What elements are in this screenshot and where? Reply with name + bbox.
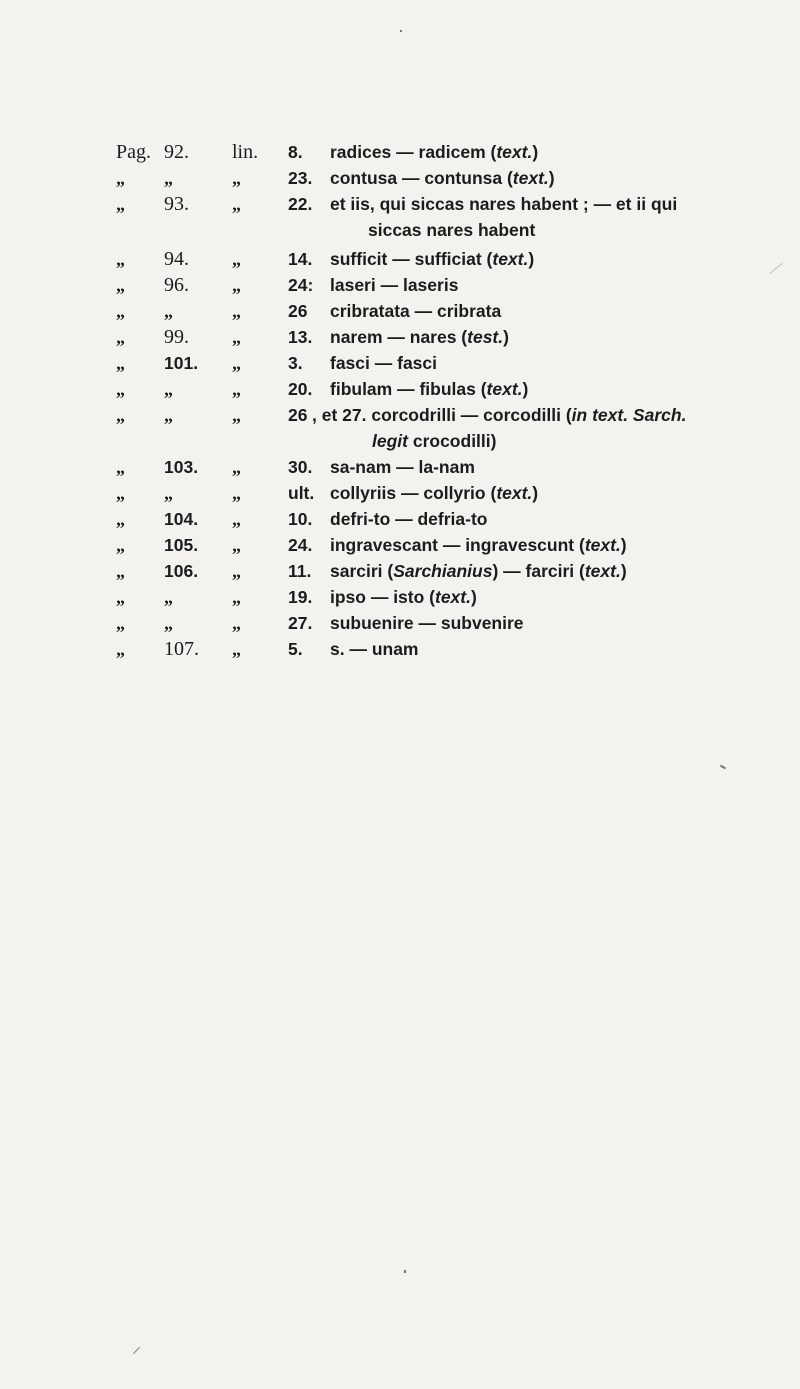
- ditto-mark: „: [232, 509, 240, 529]
- ditto-mark: „: [116, 194, 124, 214]
- ditto-mark: „: [232, 587, 240, 607]
- line-number: 27.: [288, 613, 313, 633]
- ditto-mark: „: [116, 535, 124, 555]
- ditto-mark: „: [232, 561, 240, 581]
- ditto-mark: „: [232, 483, 240, 503]
- correction-text: ipso — isto (text.): [330, 587, 477, 607]
- page-number: 99.: [164, 326, 189, 348]
- ditto-mark: „: [232, 613, 240, 633]
- ditto-mark: „: [116, 483, 124, 503]
- ditto-mark: „: [116, 249, 124, 269]
- errata-row: [0, 191, 800, 217]
- errata-row: [0, 298, 800, 324]
- correction-text: defri-to — defria-to: [330, 509, 488, 529]
- errata-row: [0, 402, 800, 428]
- line-number: 10.: [288, 509, 313, 529]
- errata-row: [0, 350, 800, 376]
- line-number: 8.: [288, 142, 303, 162]
- line-number: 3.: [288, 353, 303, 373]
- ditto-mark: „: [232, 405, 240, 425]
- ditto-mark: „: [232, 275, 240, 295]
- errata-row: [0, 376, 800, 402]
- ditto-mark: „: [232, 327, 240, 347]
- page-number: 101.: [164, 353, 199, 373]
- correction-text: , et 27. corcodrilli — corcodilli (in text. Sarch.: [312, 405, 687, 425]
- ditto-mark: „: [164, 587, 172, 607]
- ditto-mark: „: [116, 405, 124, 425]
- errata-row: [0, 610, 800, 636]
- correction-text: contusa — contunsa (text.): [330, 168, 555, 188]
- ditto-mark: „: [232, 249, 240, 269]
- page-number: 94.: [164, 248, 189, 270]
- correction-text: ingravescant — ingravescunt (text.): [330, 535, 627, 555]
- ditto-mark: „: [116, 168, 124, 188]
- correction-text: siccas nares habent: [368, 220, 536, 240]
- pag-label: Pag.: [116, 141, 151, 163]
- line-number: 24.: [288, 535, 313, 555]
- line-number: 30.: [288, 457, 313, 477]
- ditto-mark: „: [116, 457, 124, 477]
- ditto-mark: „: [116, 613, 124, 633]
- correction-text: laseri — laseris: [330, 275, 459, 295]
- ditto-mark: „: [232, 535, 240, 555]
- correction-text: et iis, qui siccas nares habent ; — et ii qui: [330, 194, 678, 214]
- ditto-mark: „: [232, 457, 240, 477]
- errata-row: [0, 532, 800, 558]
- page-number: 103.: [164, 457, 199, 477]
- errata-continuation-row: [0, 217, 800, 243]
- line-number: 19.: [288, 587, 313, 607]
- paper-speck: [720, 765, 726, 770]
- correction-text: collyriis — collyrio (text.): [330, 483, 539, 503]
- errata-header-row: [0, 139, 800, 165]
- ditto-mark: „: [164, 379, 172, 399]
- paper-speck: [404, 1270, 406, 1273]
- errata-continuation-row: [0, 428, 800, 454]
- line-number: 26: [288, 405, 308, 425]
- paper-speck: [133, 1347, 140, 1354]
- line-number: 24:: [288, 275, 314, 295]
- errata-row: [0, 636, 800, 662]
- ditto-mark: „: [232, 168, 240, 188]
- line-number: 11.: [288, 561, 312, 581]
- correction-text: sa-nam — la-nam: [330, 457, 475, 477]
- line-number: 20.: [288, 379, 313, 399]
- errata-row: [0, 558, 800, 584]
- correction-text: fasci — fasci: [330, 353, 437, 373]
- page-number: 92.: [164, 141, 189, 163]
- lin-label: lin.: [232, 141, 259, 163]
- ditto-mark: „: [116, 353, 124, 373]
- errata-row: [0, 454, 800, 480]
- errata-row: [0, 246, 800, 272]
- page-number: 96.: [164, 274, 189, 296]
- ditto-mark: „: [232, 353, 240, 373]
- page-number: 104.: [164, 509, 199, 529]
- page-number: „: [164, 168, 172, 188]
- line-number: ult.: [288, 483, 315, 503]
- errata-row: [0, 324, 800, 350]
- correction-text: subuenire — subvenire: [330, 613, 524, 633]
- errata-row: [0, 480, 800, 506]
- ditto-mark: „: [164, 483, 172, 503]
- ditto-mark: „: [164, 405, 172, 425]
- ditto-mark: „: [232, 379, 240, 399]
- ditto-mark: „: [232, 301, 240, 321]
- ditto-mark: „: [116, 561, 124, 581]
- line-number: 23.: [288, 168, 313, 188]
- errata-row: [0, 506, 800, 532]
- paper-speck: [400, 30, 402, 32]
- correction-text: legit crocodilli): [372, 431, 497, 451]
- ditto-mark: „: [164, 613, 172, 633]
- line-number: 22.: [288, 194, 313, 214]
- correction-text: sufficit — sufficiat (text.): [330, 249, 535, 269]
- line-number: 26: [288, 301, 308, 321]
- ditto-mark: „: [116, 509, 124, 529]
- correction-text: narem — nares (test.): [330, 327, 509, 347]
- correction-text: cribratata — cribrata: [330, 301, 502, 321]
- errata-row: [0, 165, 800, 191]
- line-number: 13.: [288, 327, 313, 347]
- ditto-mark: „: [116, 587, 124, 607]
- page-number: 107.: [164, 638, 199, 660]
- page-number: 93.: [164, 193, 189, 215]
- correction-text: radices — radicem (text.): [330, 142, 539, 162]
- line-number: 5.: [288, 639, 303, 659]
- correction-text: fibulam — fibulas (text.): [330, 379, 529, 399]
- ditto-mark: „: [232, 194, 240, 214]
- ditto-mark: „: [116, 379, 124, 399]
- line-number: 14.: [288, 249, 313, 269]
- ditto-mark: „: [116, 639, 124, 659]
- ditto-mark: „: [116, 327, 124, 347]
- correction-text: s. — unam: [330, 639, 419, 659]
- ditto-mark: „: [116, 301, 124, 321]
- page-number: 105.: [164, 535, 199, 555]
- ditto-mark: „: [164, 301, 172, 321]
- errata-row: [0, 272, 800, 298]
- ditto-mark: „: [116, 275, 124, 295]
- correction-text: sarciri (Sarchianius) — farciri (text.): [330, 561, 627, 581]
- ditto-mark: „: [232, 639, 240, 659]
- page-number: 106.: [164, 561, 199, 581]
- errata-row: [0, 584, 800, 610]
